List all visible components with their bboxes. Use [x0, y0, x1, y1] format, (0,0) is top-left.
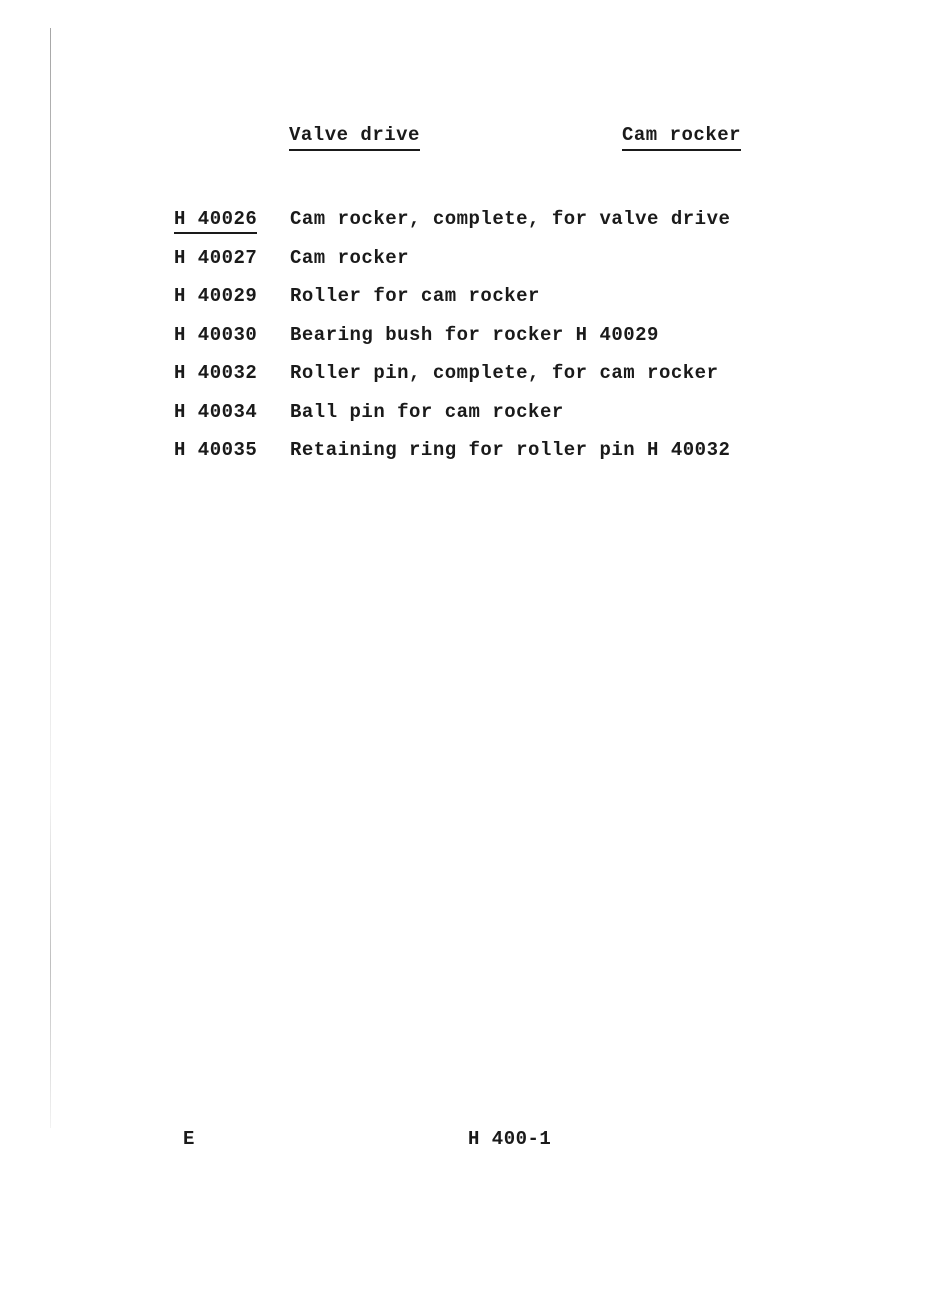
part-code: H 40029 [174, 285, 258, 307]
part-row [174, 324, 730, 363]
section-heading: Valve drive [289, 124, 420, 151]
part-description: Ball pin for cam rocker [290, 400, 564, 423]
part-code: H 40027 [174, 246, 258, 269]
part-description: Cam rocker [290, 246, 410, 269]
language-code: E [183, 1128, 195, 1150]
part-code: H 40030 [174, 323, 258, 346]
page-code: H 400-1 [468, 1128, 552, 1150]
part-row [174, 439, 730, 478]
part-description: Bearing bush for rocker H 40029 [290, 323, 659, 346]
part-description: Retaining ring for roller pin H 40032 [290, 439, 731, 461]
topic-heading: Cam rocker [622, 124, 741, 151]
part-description: Roller pin, complete, for cam rocker [290, 362, 719, 384]
part-row [174, 362, 730, 401]
part-code: H 40026 [174, 208, 290, 230]
part-description: Cam rocker, complete, for valve drive [290, 208, 731, 230]
part-code: H 40034 [174, 400, 258, 423]
part-code: H 40032 [174, 362, 258, 384]
part-code: H 40035 [174, 439, 258, 461]
part-row [174, 401, 730, 440]
part-description: Roller for cam rocker [290, 285, 540, 307]
part-row [174, 247, 730, 286]
part-row [174, 208, 730, 247]
part-row [174, 285, 730, 324]
scan-edge-line [50, 28, 51, 1128]
parts-list [174, 208, 730, 478]
